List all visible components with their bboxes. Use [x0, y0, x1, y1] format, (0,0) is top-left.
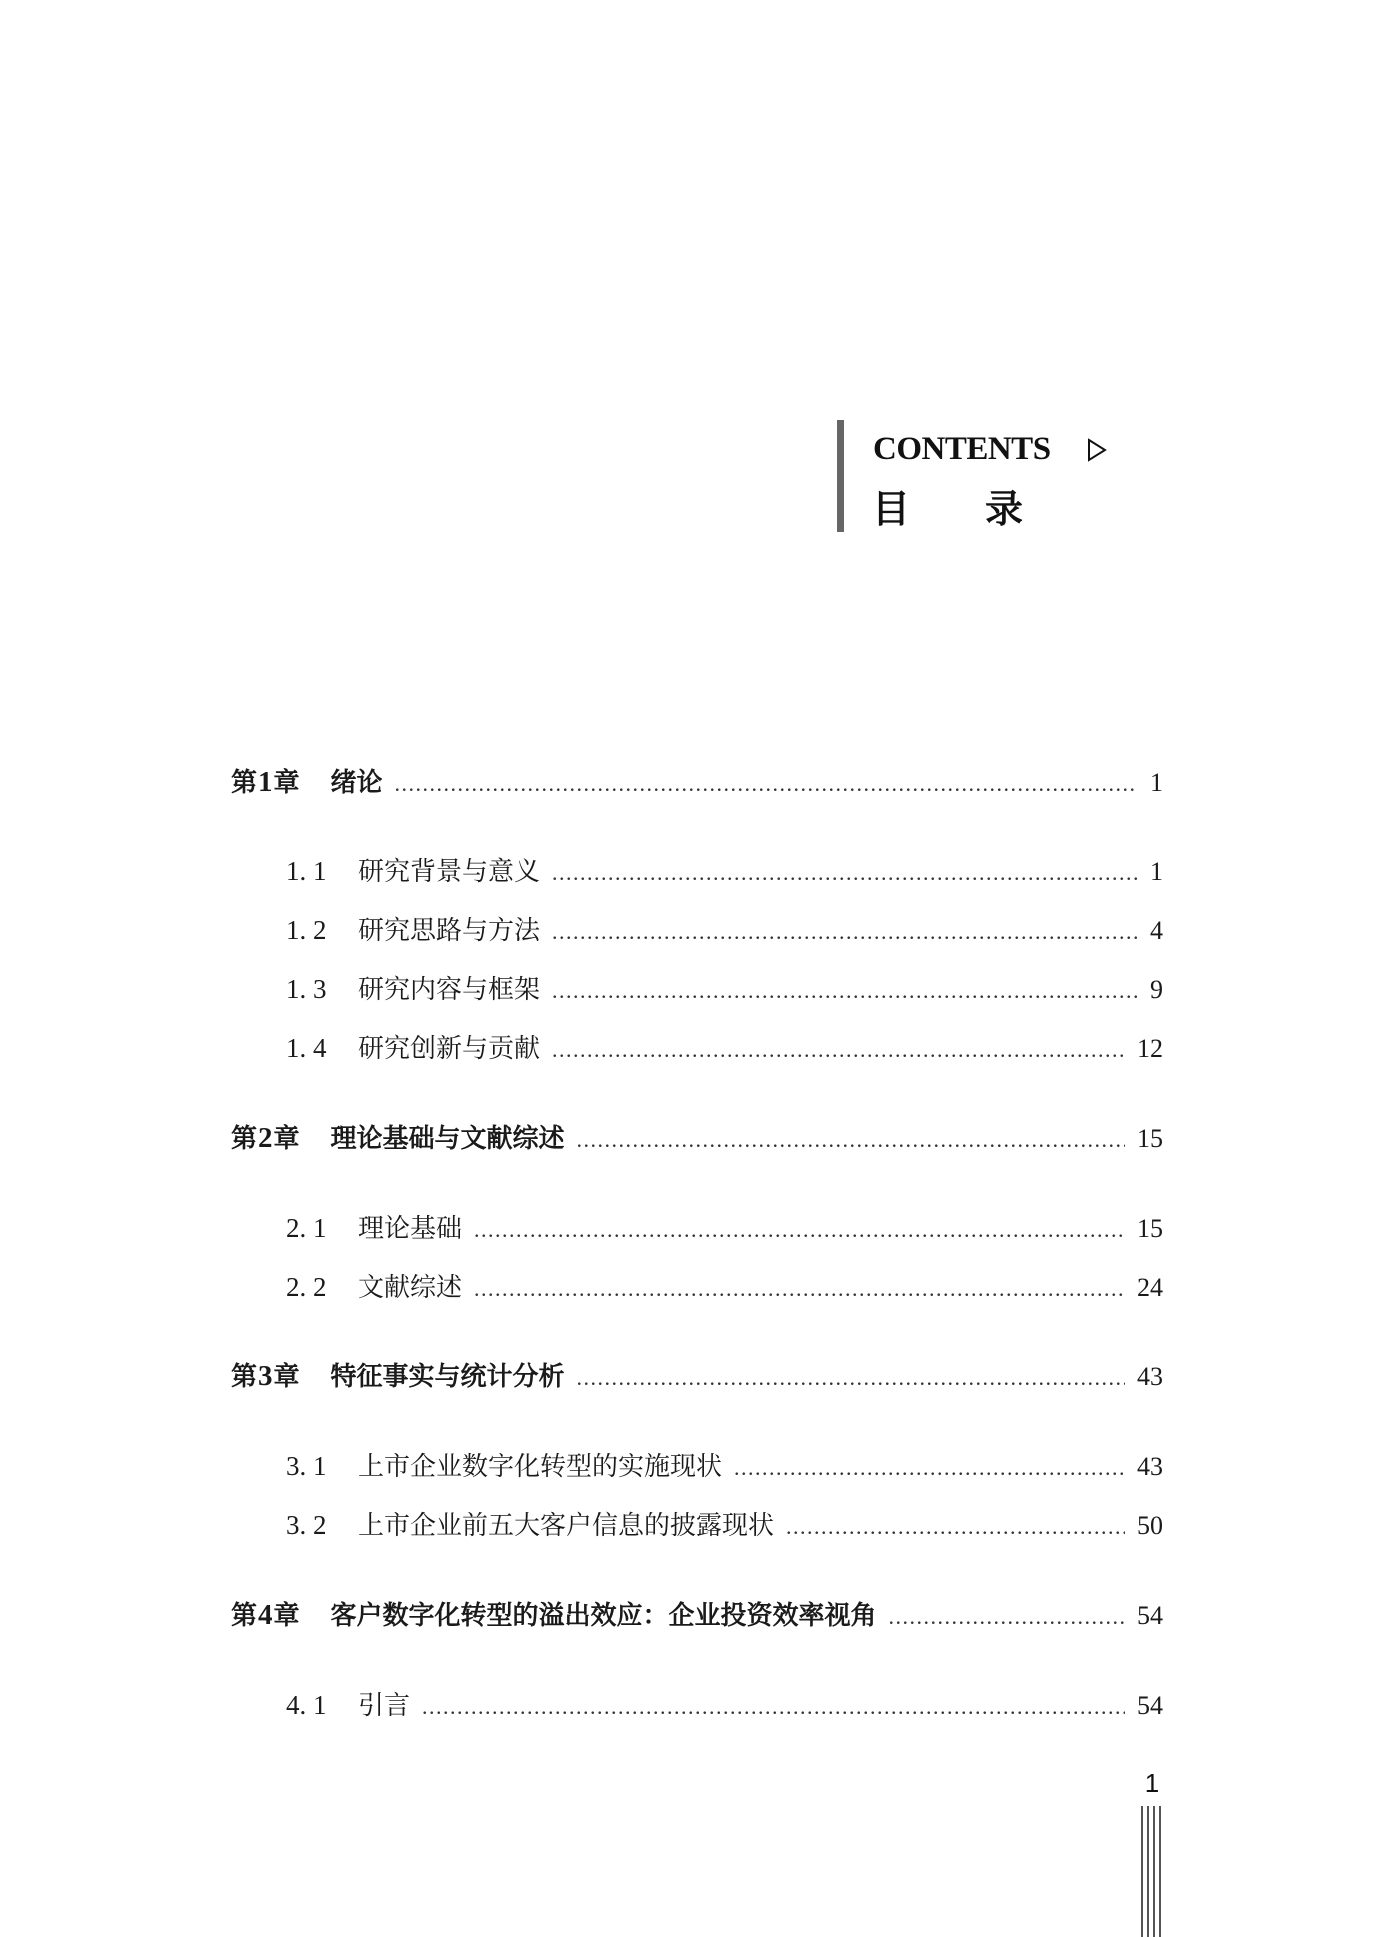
toc-section-4-1[interactable] [286, 1685, 1163, 1722]
section-title: 研究思路与方法 [358, 916, 541, 946]
page-number: 15 [1137, 1124, 1163, 1153]
chapter-title: 客户数字化转型的溢出效应：企业投资效率视角 [330, 1601, 877, 1631]
chapter-number: 第4章 [231, 1599, 301, 1631]
dot-leader [422, 1694, 1125, 1720]
dot-leader [552, 1037, 1125, 1063]
dot-leader [474, 1217, 1125, 1243]
triangle-right-outline-icon [1087, 438, 1107, 462]
section-title: 上市企业数字化转型的实施现状 [358, 1452, 723, 1482]
toc-title: 目录 [872, 487, 1099, 531]
toc-section-1-4[interactable] [286, 1028, 1163, 1065]
page-number: 50 [1137, 1511, 1163, 1540]
dot-leader [552, 860, 1138, 886]
page-number: 12 [1137, 1034, 1163, 1063]
dot-leader [577, 1127, 1125, 1153]
toc-section-3-1[interactable] [286, 1446, 1163, 1483]
contents-label: CONTENTS [873, 431, 1051, 467]
page-number: 24 [1137, 1273, 1163, 1302]
toc-chapter-3[interactable] [231, 1356, 1163, 1393]
section-number: 1. 2 [286, 915, 327, 945]
section-number: 2. 1 [286, 1213, 327, 1243]
page-number: 9 [1150, 975, 1163, 1004]
page-number: 1 [1150, 857, 1163, 886]
section-number: 1. 4 [286, 1033, 327, 1063]
dot-leader [474, 1276, 1125, 1302]
section-title: 研究创新与贡献 [358, 1034, 541, 1064]
section-number: 1. 3 [286, 974, 327, 1004]
section-number: 1. 1 [286, 856, 327, 886]
chapter-title: 特征事实与统计分析 [330, 1362, 565, 1392]
chapter-title: 理论基础与文献综述 [330, 1124, 565, 1154]
chapter-number: 第1章 [231, 766, 301, 798]
section-title: 研究背景与意义 [358, 857, 541, 887]
dot-leader [889, 1604, 1125, 1630]
section-title: 文献综述 [358, 1273, 463, 1303]
page-number: 43 [1137, 1362, 1163, 1391]
page-number: 4 [1150, 916, 1163, 945]
page-number: 54 [1137, 1691, 1163, 1720]
chapter-number: 第3章 [231, 1360, 301, 1392]
header-accent-bar [837, 420, 844, 532]
dot-leader [552, 978, 1138, 1004]
section-number: 4. 1 [286, 1690, 327, 1720]
dot-leader [395, 771, 1138, 797]
toc-section-1-3[interactable] [286, 969, 1163, 1006]
section-title: 研究内容与框架 [358, 975, 541, 1005]
page-number: 43 [1137, 1452, 1163, 1481]
section-title: 引言 [358, 1691, 411, 1721]
toc-section-2-2[interactable] [286, 1267, 1163, 1304]
dot-leader [552, 919, 1138, 945]
toc-section-2-1[interactable] [286, 1208, 1163, 1245]
chapter-number: 第2章 [231, 1122, 301, 1154]
toc-chapter-2[interactable] [231, 1118, 1163, 1155]
dot-leader [734, 1455, 1125, 1481]
toc-chapter-1[interactable] [231, 762, 1163, 799]
section-title: 上市企业前五大客户信息的披露现状 [358, 1511, 775, 1541]
dot-leader [577, 1365, 1125, 1391]
page-number: 1 [1150, 768, 1163, 797]
page-folio-number: 1 [1144, 1768, 1160, 1798]
toc-section-1-2[interactable] [286, 910, 1163, 947]
toc-section-3-2[interactable] [286, 1505, 1163, 1542]
section-number: 2. 2 [286, 1272, 327, 1302]
folio-decorative-rules [1141, 1806, 1161, 1937]
page-number: 15 [1137, 1214, 1163, 1243]
page-number: 54 [1137, 1601, 1163, 1630]
dot-leader [786, 1514, 1125, 1540]
chapter-title: 绪论 [330, 768, 383, 798]
section-number: 3. 1 [286, 1451, 327, 1481]
section-title: 理论基础 [358, 1214, 463, 1244]
toc-section-1-1[interactable] [286, 851, 1163, 888]
toc-chapter-4[interactable] [231, 1595, 1163, 1632]
section-number: 3. 2 [286, 1510, 327, 1540]
